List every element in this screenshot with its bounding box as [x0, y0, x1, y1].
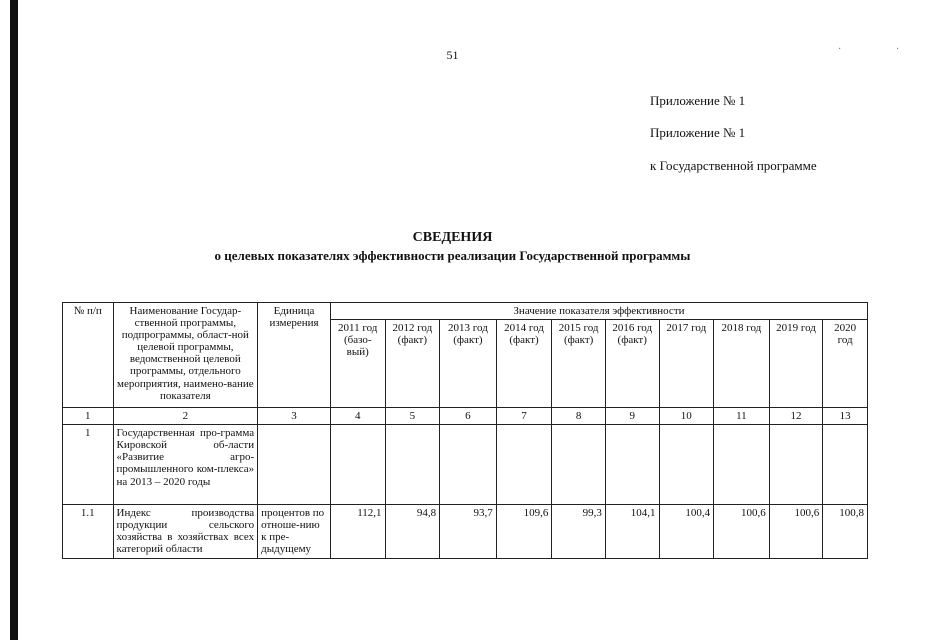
column-number: 9	[605, 408, 659, 425]
header-year: 2019 год	[769, 320, 823, 408]
column-number: 3	[258, 408, 331, 425]
row-value: 93,7	[440, 505, 497, 558]
row-value	[552, 425, 606, 505]
header-num: № п/п	[63, 303, 114, 408]
row-unit	[258, 425, 331, 505]
header-year: 2020 год	[823, 320, 868, 408]
header-year: 2013 год (факт)	[440, 320, 497, 408]
row-value: 100,6	[714, 505, 770, 558]
header-year: 2015 год (факт)	[552, 320, 606, 408]
row-value	[385, 425, 440, 505]
row-num: 1	[63, 425, 114, 505]
row-value	[496, 425, 552, 505]
column-number: 7	[496, 408, 552, 425]
column-number: 5	[385, 408, 440, 425]
row-value: 99,3	[552, 505, 606, 558]
row-value: 109,6	[496, 505, 552, 558]
row-value	[605, 425, 659, 505]
appendix-line-3: к Государственной программе	[650, 158, 817, 173]
indicators-table	[62, 302, 868, 559]
row-value: 100,6	[769, 505, 823, 558]
column-number: 8	[552, 408, 606, 425]
row-value	[440, 425, 497, 505]
appendix-line-1: Приложение № 1	[650, 93, 746, 108]
row-value	[330, 425, 385, 505]
header-year: 2017 год	[659, 320, 714, 408]
table-row	[63, 425, 868, 505]
row-value: 112,1	[330, 505, 385, 558]
scan-specks: · ·	[838, 44, 925, 55]
row-value: 100,4	[659, 505, 714, 558]
scan-edge	[10, 0, 18, 640]
row-value	[769, 425, 823, 505]
header-year: 2014 год (факт)	[496, 320, 552, 408]
header-row-1	[63, 303, 868, 320]
document-title: СВЕДЕНИЯ	[412, 230, 493, 245]
header-year: 2011 год (базо-вый)	[330, 320, 385, 408]
column-number: 12	[769, 408, 823, 425]
header-name: Наименование Государ-ственной программы, подпрограммы, област-ной целевой программы, ведомственной целевой программы, отдельного мероприятия, наимено-вание показателя	[113, 303, 258, 408]
header-year: 2016 год (факт)	[605, 320, 659, 408]
row-value	[714, 425, 770, 505]
row-num: 1.1	[63, 505, 114, 558]
row-value: 94,8	[385, 505, 440, 558]
column-number: 11	[714, 408, 770, 425]
row-value	[659, 425, 714, 505]
table-row	[63, 505, 868, 558]
row-unit: процентов по отноше-нию к пре-дыдущему	[258, 505, 331, 558]
header-year: 2018 год	[714, 320, 770, 408]
column-number: 2	[113, 408, 258, 425]
row-value: 104,1	[605, 505, 659, 558]
column-number: 4	[330, 408, 385, 425]
page-number: 51	[446, 48, 459, 62]
column-numbers-row	[63, 408, 868, 425]
column-number: 10	[659, 408, 714, 425]
appendix-line-2: Приложение № 1	[650, 125, 746, 140]
column-number: 13	[823, 408, 868, 425]
column-number: 1	[63, 408, 114, 425]
row-value	[823, 425, 868, 505]
row-name: Индекс производства продукции сельского хозяйства в хозяйствах всех категорий области	[113, 505, 258, 558]
header-unit: Единица измерения	[258, 303, 331, 408]
row-name: Государственная про-грамма Кировской об-ласти «Развитие агро-промышленного ком-плекса» на 2013 – 2020 годы	[113, 425, 258, 505]
header-value-group: Значение показателя эффективности	[330, 303, 867, 320]
document-subtitle: о целевых показателях эффективности реализации Государственной программы	[214, 248, 691, 263]
row-value: 100,8	[823, 505, 868, 558]
column-number: 6	[440, 408, 497, 425]
header-year: 2012 год (факт)	[385, 320, 440, 408]
